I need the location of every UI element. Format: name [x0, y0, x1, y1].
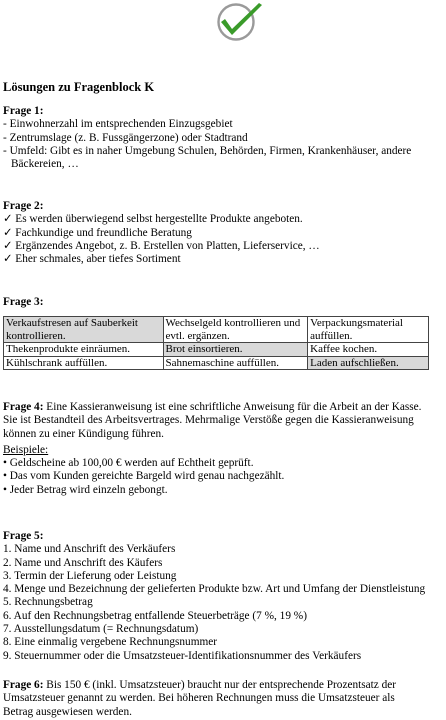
- beispiel-item: • Jeder Betrag wird einzeln gebongt.: [3, 483, 168, 496]
- frage2-line: ✓ Fachkundige und freundliche Beratung: [3, 226, 192, 239]
- frage1-section: [3, 105, 441, 171]
- frage5-line: 8. Eine einmalig vergebene Rechnungsnummer: [3, 636, 218, 649]
- frage5-line: 1. Name und Anschrift des Verkäufers: [3, 543, 176, 556]
- frage5-line: 5. Rechnungsbetrag: [3, 596, 93, 609]
- frage6-text: Betrag ausgewiesen werden.: [3, 705, 132, 718]
- frage4-text: können zu einer Kündigung führen.: [3, 427, 164, 440]
- frage6-text: Bis 150 € (inkl. Umsatzsteuer) braucht nur der entsprechende Prozentsatz der: [43, 679, 397, 691]
- table-cell: Thekenprodukte einräumen.: [4, 343, 164, 357]
- frage1-line: - Einwohnerzahl im entsprechenden Einzugsgebiet: [3, 118, 233, 131]
- frage1-line: - Umfeld: Gibt es in naher Umgebung Schulen, Behörden, Firmen, Krankenhäuser, andere: [3, 144, 412, 157]
- table-row: [4, 317, 429, 343]
- frage1-line: - Zentrumslage (z. B. Fussgängerzone) oder Stadtrand: [3, 131, 248, 144]
- frage5-line: 2. Name und Anschrift des Käufers: [3, 556, 163, 569]
- frage5-line: 6. Auf den Rechnungsbetrag entfallende Steuerbeträge (7 %, 19 %): [3, 609, 307, 622]
- frage5-section: [3, 530, 441, 663]
- frage4-section: [3, 401, 441, 497]
- frage5-heading: Frage 5:: [3, 530, 44, 542]
- frage2-line: ✓ Eher schmales, aber tiefes Sortiment: [3, 253, 181, 266]
- frage6-text: Umsatzsteuer genannt zu werden. Bei höheren Rechnungen muss die Umsatzsteuer als: [3, 692, 395, 705]
- frage5-line: 9. Steuernummer oder die Umsatzsteuer-Identifikationsnummer des Verkäufers: [3, 649, 362, 662]
- frage4-text: Eine Kassieranweisung ist eine schriftliche Anweisung für die Arbeit an der Kasse.: [43, 401, 422, 413]
- frage6-heading: Frage 6:: [3, 679, 44, 691]
- frage3-section: [3, 296, 441, 309]
- table-cell: Sahnemaschine auffüllen.: [163, 356, 308, 370]
- frage3-heading: Frage 3:: [3, 296, 44, 308]
- frage4-text: Sie ist Bestandteil des Arbeitsvertrages. Mehrmalige Verstöße gegen die Kassieranweisung: [3, 414, 414, 427]
- beispiel-item: • Geldscheine ab 100,00 € werden auf Echtheit geprüft.: [3, 457, 254, 470]
- frage2-heading: Frage 2:: [3, 200, 44, 212]
- frage5-line: 7. Ausstellungsdatum (= Rechnungsdatum): [3, 623, 199, 636]
- frage2-section: [3, 200, 441, 266]
- table-cell: Kühlschrank auffüllen.: [4, 356, 164, 370]
- frage5-line: 4. Menge und Bezeichnung der gelieferten Produkte bzw. Art und Umfang der Dienstleistung: [3, 583, 426, 596]
- frage5-line: 3. Termin der Lieferung oder Leistung: [3, 569, 177, 582]
- frage6-section: [3, 679, 441, 719]
- table-cell: Verkaufstresen auf Sauberkeit kontrollieren.: [4, 317, 164, 343]
- beispiele-label: Beispiele:: [3, 443, 49, 456]
- checkmark-icon: [210, 2, 264, 42]
- table-row: [4, 356, 429, 370]
- table-cell: Laden aufschließen.: [308, 356, 429, 370]
- table-cell: Kaffee kochen.: [308, 343, 429, 357]
- table-cell: Wechselgeld kontrollieren und evtl. ergänzen.: [163, 317, 308, 343]
- tasks-table: [3, 316, 429, 370]
- table-cell: Verpackungsmaterial auffüllen.: [308, 317, 429, 343]
- frage1-heading: Frage 1:: [3, 105, 44, 117]
- table-row: [4, 343, 429, 357]
- frage1-line: Bäckereien, …: [11, 158, 79, 171]
- beispiel-item: • Das vom Kunden gereichte Bargeld wird genau nachgezählt.: [3, 470, 285, 483]
- page-title: Lösungen zu Fragenblock K: [3, 80, 155, 94]
- frage2-line: ✓ Ergänzendes Angebot, z. B. Erstellen von Platten, Lieferservice, …: [3, 239, 320, 252]
- frage4-heading: Frage 4:: [3, 401, 44, 413]
- frage2-line: ✓ Es werden überwiegend selbst hergestellte Produkte angeboten.: [3, 213, 303, 226]
- table-cell: Brot einsortieren.: [163, 343, 308, 357]
